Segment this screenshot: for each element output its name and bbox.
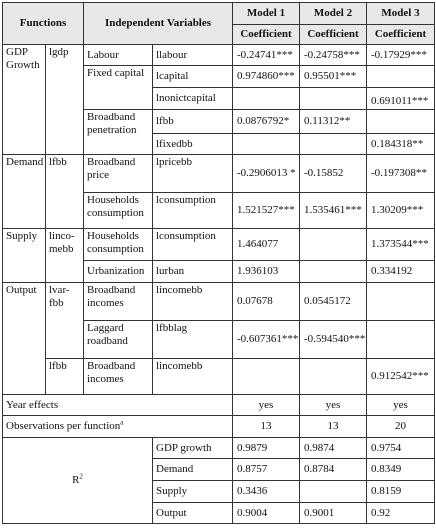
coef-model-2: -0.594540*** xyxy=(300,321,367,359)
variable-label: Broadband price xyxy=(84,155,153,193)
coef-model-3 xyxy=(367,66,435,88)
variable-name: lincomebb xyxy=(153,283,233,321)
function-output: Output xyxy=(3,283,46,395)
year-effects-row xyxy=(3,395,435,416)
variable-name: lfbblag xyxy=(153,321,233,359)
r2-model-1: 0.3436 xyxy=(233,481,300,503)
variable-name: lpricebb xyxy=(153,155,233,193)
function-supply: Supply xyxy=(3,229,46,283)
table-row xyxy=(3,229,435,261)
variable-name: lnonictcapital xyxy=(153,88,233,110)
variable-label: Fixed capital xyxy=(84,66,153,110)
table-row xyxy=(3,359,435,395)
year-effects-model-3: yes xyxy=(367,395,435,416)
observations-model-1: 13 xyxy=(233,416,300,438)
table-row xyxy=(3,283,435,321)
coef-model-3: -0.197308** xyxy=(367,155,435,193)
coef-model-1: -0.24741*** xyxy=(233,45,300,66)
coef-model-1: 0.07678 xyxy=(233,283,300,321)
dependent-lincomebb: linco-mebb xyxy=(46,229,84,283)
coef-model-1 xyxy=(233,359,300,395)
variable-label: Laggard roadband xyxy=(84,321,153,359)
r2-function-label: Demand xyxy=(153,459,233,481)
variable-name: lcapital xyxy=(153,66,233,88)
observations-model-2: 13 xyxy=(300,416,367,438)
coef-model-1: -0.607361*** xyxy=(233,321,300,359)
r2-model-2: 0.9001 xyxy=(300,503,367,524)
r2-superscript: 2 xyxy=(79,472,83,481)
variable-name: lurban xyxy=(153,261,233,283)
coef-model-2 xyxy=(300,88,367,110)
coef-model-1: 0.0876792* xyxy=(233,110,300,134)
r2-model-1: 0.8757 xyxy=(233,459,300,481)
variable-name: lconsumption xyxy=(153,193,233,229)
coef-model-2: -0.15852 xyxy=(300,155,367,193)
r2-function-label: Output xyxy=(153,503,233,524)
coef-model-2: -0.24758*** xyxy=(300,45,367,66)
year-effects-model-2: yes xyxy=(300,395,367,416)
header-model-2: Model 2 xyxy=(300,3,367,25)
coef-model-3 xyxy=(367,110,435,134)
dependent-lfbb-output: lfbb xyxy=(46,359,84,395)
observations-label-text: Observations per function xyxy=(6,420,121,432)
header-model-1: Model 1 xyxy=(233,3,300,25)
header-row-models xyxy=(3,3,435,25)
variable-label: Urbanization xyxy=(84,261,153,283)
coef-model-3 xyxy=(367,321,435,359)
coef-model-2: 0.95501*** xyxy=(300,66,367,88)
coef-model-3: 0.334192 xyxy=(367,261,435,283)
coef-model-3: 0.184318** xyxy=(367,134,435,155)
dependent-lvarfbb: lvar-fbb xyxy=(46,283,84,359)
header-functions: Functions xyxy=(3,3,84,45)
variable-name: lincomebb xyxy=(153,359,233,395)
coef-model-1: 1.936103 xyxy=(233,261,300,283)
header-model-3: Model 3 xyxy=(367,3,435,25)
r2-function-label: Supply xyxy=(153,481,233,503)
dependent-lfbb: lfbb xyxy=(46,155,84,229)
r2-row xyxy=(3,438,435,459)
header-coefficient-3: Coefficient xyxy=(367,25,435,45)
observations-label xyxy=(3,416,233,438)
coef-model-3: 1.30209*** xyxy=(367,193,435,229)
coef-model-2 xyxy=(300,229,367,261)
coef-model-3: 0.912542*** xyxy=(367,359,435,395)
table-row xyxy=(3,155,435,193)
r2-label xyxy=(3,438,153,524)
variable-name: lfbb xyxy=(153,110,233,134)
header-coefficient-1: Coefficient xyxy=(233,25,300,45)
coef-model-1: 1.464077 xyxy=(233,229,300,261)
year-effects-model-1: yes xyxy=(233,395,300,416)
r2-model-1: 0.9004 xyxy=(233,503,300,524)
header-coefficient-2: Coefficient xyxy=(300,25,367,45)
r2-label-text: R xyxy=(72,474,80,486)
coef-model-3: 0.691011*** xyxy=(367,88,435,110)
coef-model-3 xyxy=(367,283,435,321)
header-independent-variables: Independent Variables xyxy=(84,3,233,45)
table-row xyxy=(3,45,435,66)
function-demand: Demand xyxy=(3,155,46,229)
r2-function-label: GDP growth xyxy=(153,438,233,459)
observations-footnote-marker: a xyxy=(120,418,124,427)
variable-name: lconsumption xyxy=(153,229,233,261)
observations-model-3: 20 xyxy=(367,416,435,438)
dependent-lgdp: lgdp xyxy=(46,45,84,155)
r2-model-2: 0.9874 xyxy=(300,438,367,459)
coef-model-2: 0.11312** xyxy=(300,110,367,134)
coef-model-3: -0.17929*** xyxy=(367,45,435,66)
r2-model-2 xyxy=(300,481,367,503)
coef-model-2: 0.0545172 xyxy=(300,283,367,321)
coef-model-1 xyxy=(233,134,300,155)
variable-label: Broadband penetration xyxy=(84,110,153,155)
variable-label: Labour xyxy=(84,45,153,66)
r2-model-3: 0.9754 xyxy=(367,438,435,459)
variable-name: lfixedbb xyxy=(153,134,233,155)
r2-model-3: 0.8349 xyxy=(367,459,435,481)
coef-model-2 xyxy=(300,134,367,155)
observations-row xyxy=(3,416,435,438)
variable-label: Broadband incomes xyxy=(84,359,153,395)
year-effects-label: Year effects xyxy=(3,395,233,416)
variable-name: llabour xyxy=(153,45,233,66)
r2-model-3: 0.8159 xyxy=(367,481,435,503)
coef-model-1: 0.974860*** xyxy=(233,66,300,88)
r2-model-1: 0.9879 xyxy=(233,438,300,459)
coef-model-1 xyxy=(233,88,300,110)
coef-model-2 xyxy=(300,261,367,283)
coef-model-1: -0.2906013 * xyxy=(233,155,300,193)
coef-model-2: 1.535461*** xyxy=(300,193,367,229)
r2-model-2: 0.8784 xyxy=(300,459,367,481)
function-gdp-growth: GDP Growth xyxy=(3,45,46,155)
variable-label: Households consumption xyxy=(84,193,153,229)
variable-label: Broadband incomes xyxy=(84,283,153,321)
coef-model-3: 1.373544*** xyxy=(367,229,435,261)
r2-model-3: 0.92 xyxy=(367,503,435,524)
coef-model-2 xyxy=(300,359,367,395)
coef-model-1: 1.521527*** xyxy=(233,193,300,229)
variable-label: Households consumption xyxy=(84,229,153,261)
regression-results-table xyxy=(2,2,435,524)
